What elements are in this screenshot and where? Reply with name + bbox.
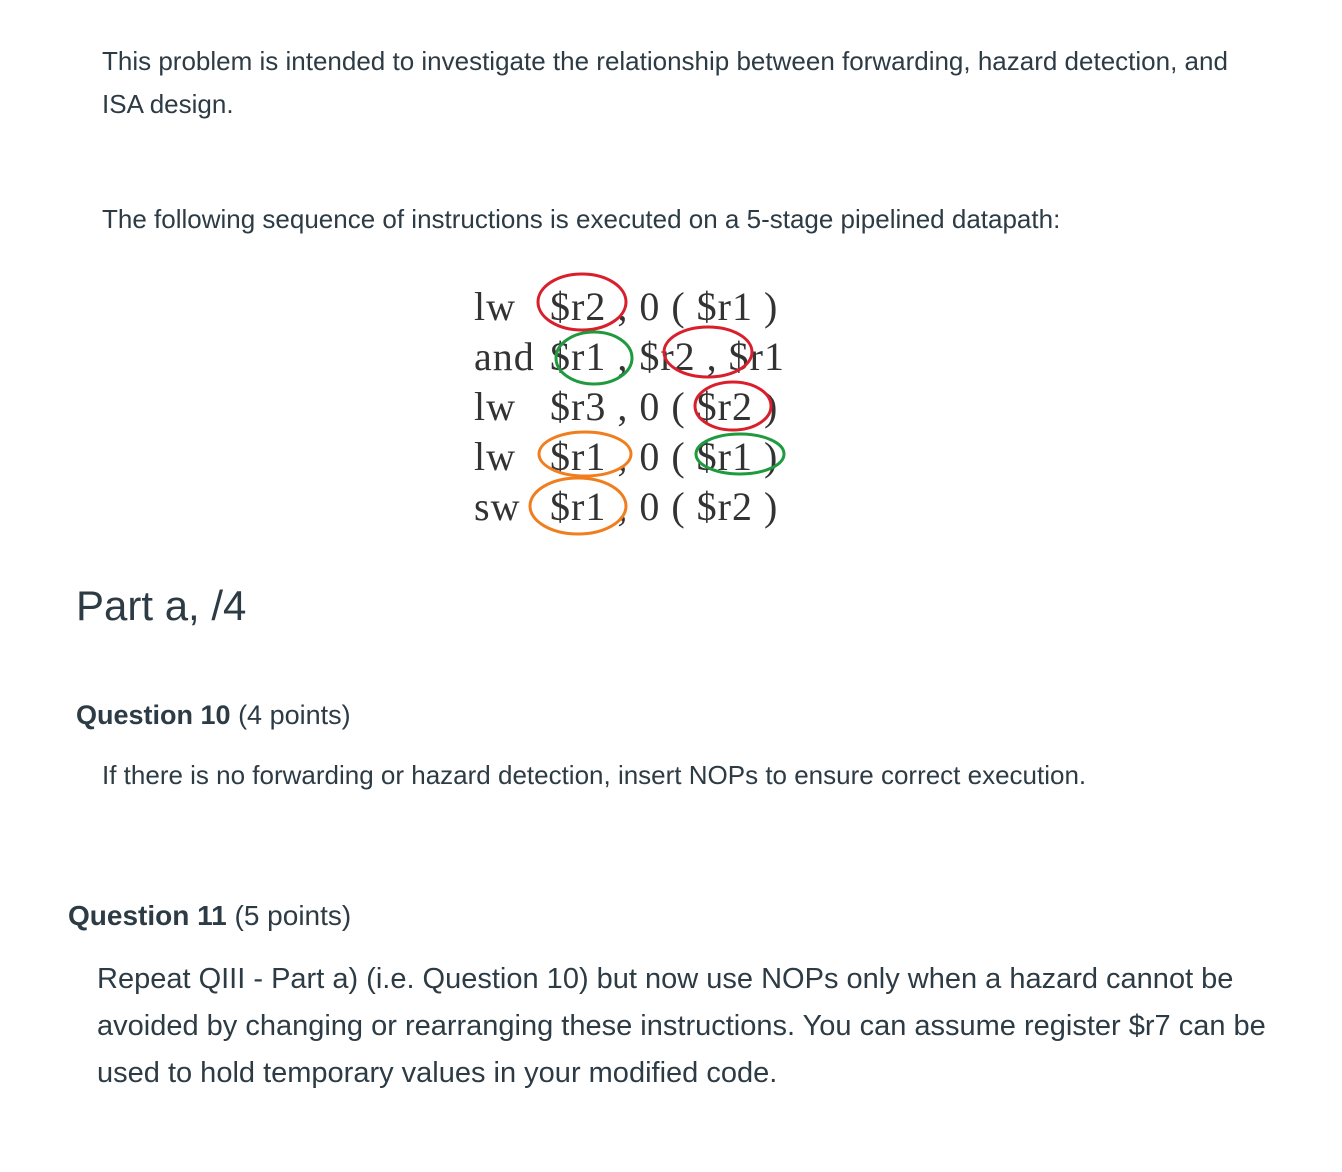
instruction-sequence bbox=[474, 282, 785, 532]
question-points: (5 points) bbox=[234, 900, 352, 931]
code-op: sw bbox=[474, 484, 521, 529]
code-line-1 bbox=[474, 282, 785, 332]
intro-paragraph-1: This problem is intended to investigate the relationship between forwarding, hazard detection, and ISA design. bbox=[102, 46, 1228, 119]
question-10-text: If there is no forwarding or hazard detection, insert NOPs to ensure correct execution. bbox=[102, 760, 1087, 790]
code-op: lw bbox=[474, 284, 516, 329]
question-11-header bbox=[68, 897, 351, 935]
code-line-5 bbox=[474, 482, 785, 532]
intro-paragraph-2: The following sequence of instructions is executed on a 5-stage pipelined datapath: bbox=[102, 204, 1061, 234]
code-args: $r2 , 0 ( $r1 ) bbox=[550, 284, 779, 329]
part-title: Part a, /4 bbox=[76, 582, 247, 629]
code-line-4 bbox=[474, 432, 785, 482]
question-label: Question 10 bbox=[76, 700, 231, 730]
code-args: $r1 , $r2 , $r1 bbox=[550, 334, 785, 379]
code-op: lw bbox=[474, 434, 516, 479]
code-line-2 bbox=[474, 332, 785, 382]
code-op: lw bbox=[474, 384, 516, 429]
question-11-text: Repeat QIII - Part a) (i.e. Question 10) but now use NOPs only when a hazard cannot be avoided by changing or rearranging these instructions. You can assume register $r7 can be used to hold temporary values in your modified code. bbox=[97, 963, 1266, 1089]
code-args: $r3 , 0 ( $r2 ) bbox=[550, 384, 779, 429]
question-points: (4 points) bbox=[238, 700, 351, 730]
question-label: Question 11 bbox=[68, 900, 227, 931]
code-args: $r1 , 0 ( $r2 ) bbox=[550, 484, 779, 529]
code-op: and bbox=[474, 334, 535, 379]
code-line-3 bbox=[474, 382, 785, 432]
code-args: $r1 , 0 ( $r1 ) bbox=[550, 434, 779, 479]
question-10-header bbox=[76, 696, 351, 734]
